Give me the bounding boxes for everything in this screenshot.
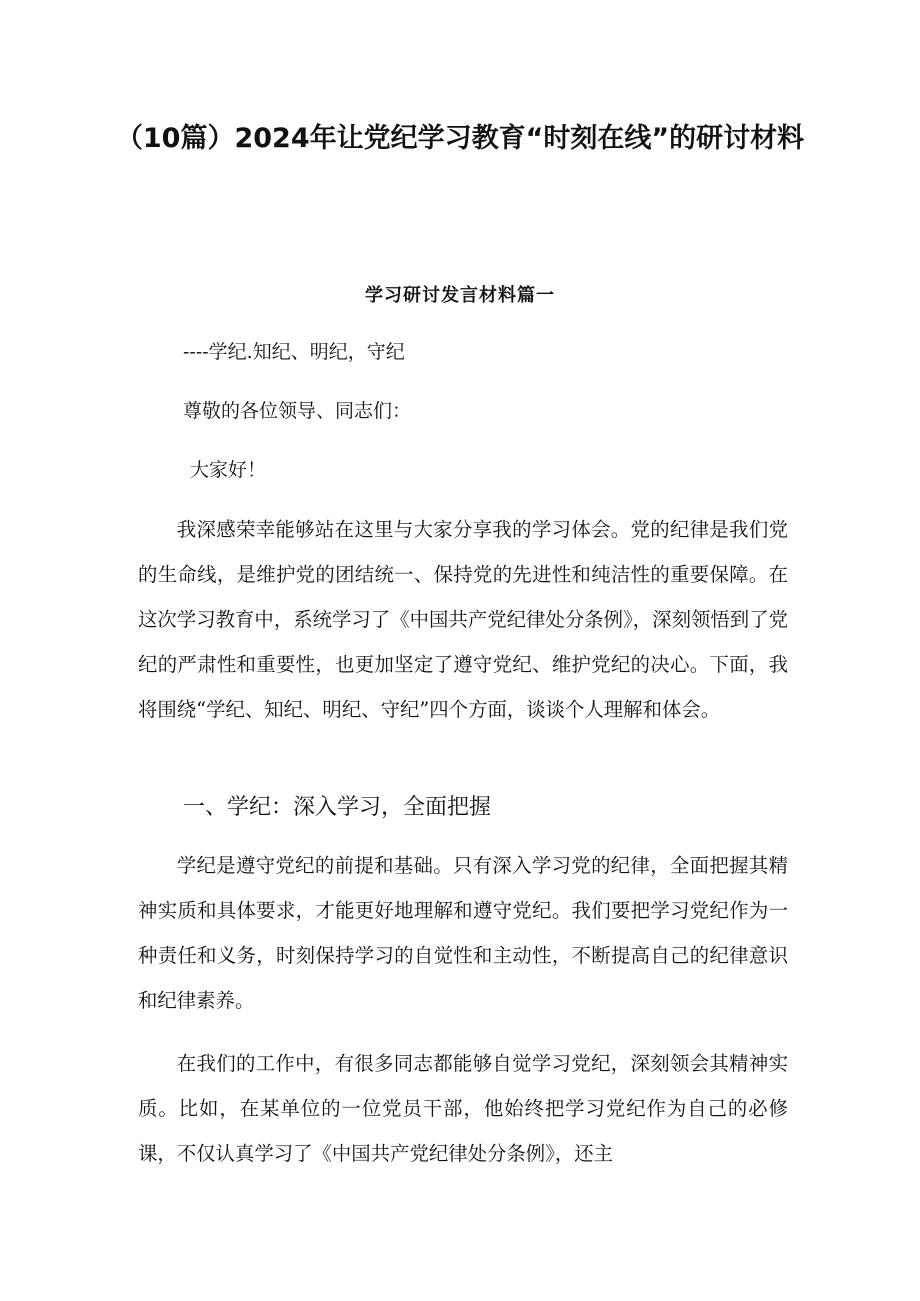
subtitle: ----学纪.知纪、明纪，守纪 bbox=[183, 341, 405, 363]
heading-learn-discipline: 一、学纪：深入学习，全面把握 bbox=[183, 795, 492, 820]
paragraph-intro: 我深感荣幸能够站在这里与大家分享我的学习体会。党的纪律是我们党的生命线，是维护党的团结统一、保持党的先进性和纯洁性的重要保障。在这次学习教育中，系统学习了《中国共产党纪律处分条例》，深刻领悟到了党纪的严肃性和重要性，也更加坚定了遵守党纪、维护党纪的决心。下面，我将围绕“学纪、知纪、明纪、守纪”四个方面，谈谈个人理解和体会。 bbox=[138, 518, 788, 721]
greeting: 大家好！ bbox=[190, 459, 267, 481]
section-title: 学习研讨发言材料篇一 bbox=[365, 285, 555, 306]
paragraph-example: 在我们的工作中，有很多同志都能够自觉学习党纪，深刻领会其精神实质。比如，在某单位的一位党员干部，他始终把学习党纪作为自己的必修课，不仅认真学习了《中国共产党纪律处分条例》，还主 bbox=[138, 1052, 788, 1165]
salutation: 尊敬的各位领导、同志们： bbox=[183, 400, 412, 422]
paragraph-learn-discipline: 学纪是遵守党纪的前提和基础。只有深入学习党的纪律，全面把握其精神实质和具体要求，才能更好地理解和遵守党纪。我们要把学习党纪作为一种责任和义务，时刻保持学习的自觉性和主动性，不断提高自己的纪律意识和纪律素养。 bbox=[138, 854, 788, 1012]
document-title: （10篇）2024年让党纪学习教育“时刻在线”的研讨材料 bbox=[115, 123, 805, 154]
